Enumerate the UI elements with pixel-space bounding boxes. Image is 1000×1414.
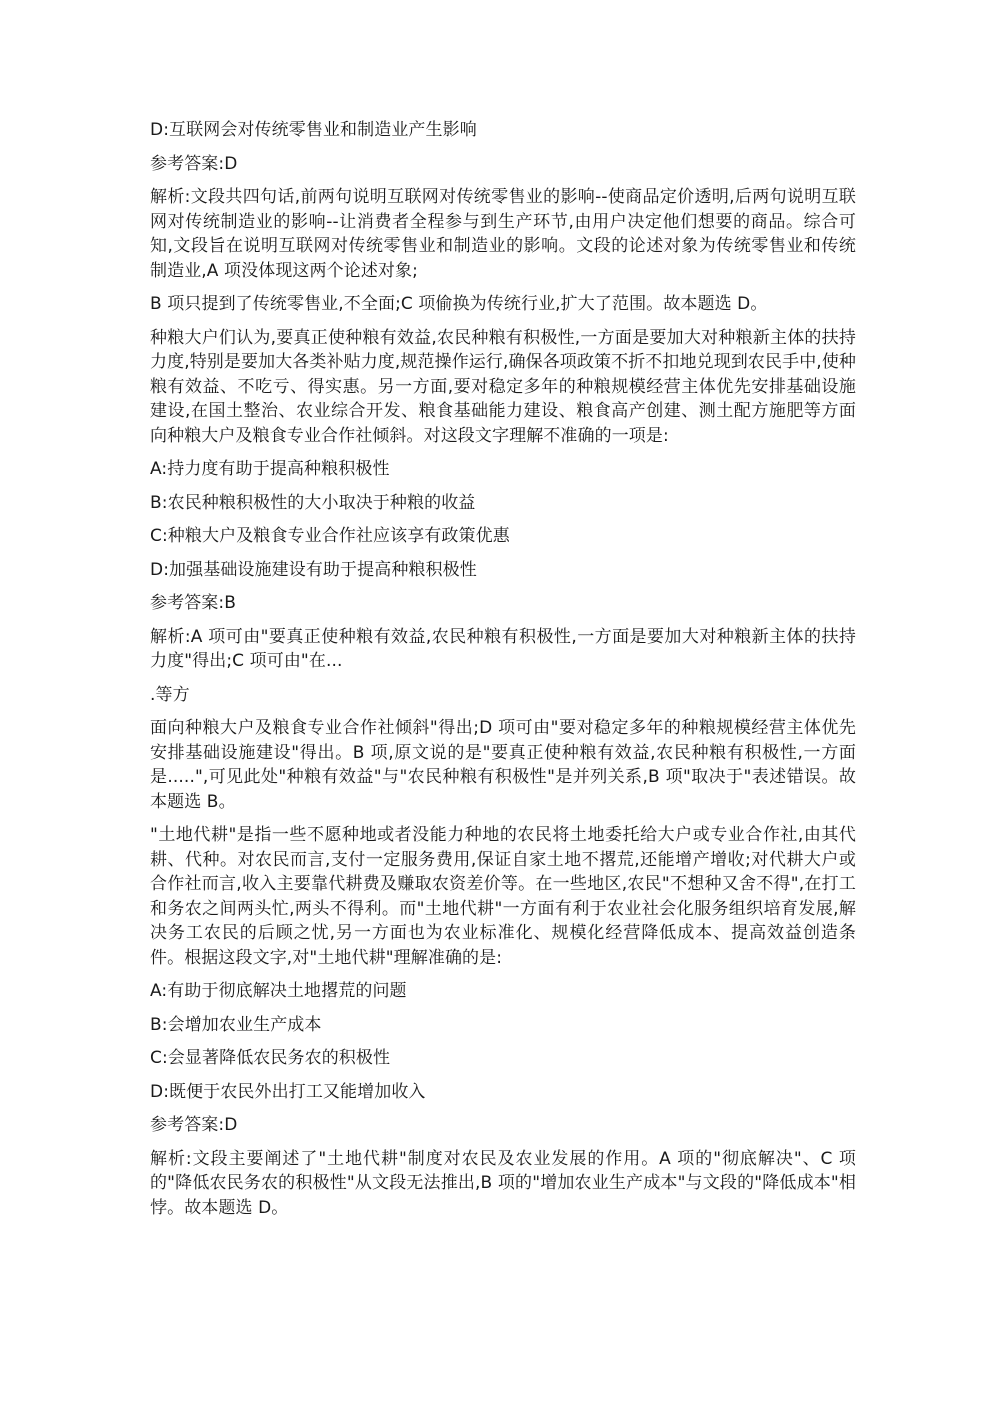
analysis-paragraph: 面向种粮大户及粮食专业合作社倾斜"得出;D 项可由"要对稳定多年的种粮规模经营主体优先安排基础设施建设"得出。B 项,原文说的是"要真正使种粮有效益,农民种粮有积极性,一方面是.....",可见此处"种粮有效益"与"农民种粮有积极性"是并列关系,B 项"取决于"表述错误。故本题选 B。 — [150, 718, 856, 812]
analysis-paragraph: 解析:A 项可由"要真正使种粮有效益,农民种粮有积极性,一方面是要加大对种粮新主体的扶持力度"得出;C 项可由"在... — [150, 626, 856, 671]
option-b-text: B:会增加农业生产成本 — [150, 1014, 322, 1035]
analysis-paragraph: 解析:文段主要阐述了"土地代耕"制度对农民及农业发展的作用。A 项的"彻底解决"、C 项的"降低农民务农的积极性"从文段无法推出,B 项的"增加农业生产成本"与文段的"降低成本"相悖。故本题选 D。 — [150, 1148, 856, 1218]
option-c-text: C:种粮大户及粮食专业合作社应该享有政策优惠 — [150, 526, 510, 546]
option-d-text: D:互联网会对传统零售业和制造业产生影响 — [150, 120, 477, 140]
fragment-line: .等方 — [150, 684, 190, 705]
answer-label: 参考答案:D — [150, 1115, 238, 1135]
option-a-text: A:持力度有助于提高种粮积极性 — [150, 459, 390, 479]
option-a-text: A:有助于彻底解决土地撂荒的问题 — [150, 981, 407, 1001]
option-d-text: D:既便于农民外出打工又能增加收入 — [150, 1081, 426, 1102]
question-paragraph: 种粮大户们认为,要真正使种粮有效益,农民种粮有积极性,一方面是要加大对种粮新主体的扶持力度,特别是要加大各类补贴力度,规范操作运行,确保各项政策不折不扣地兑现到农民手中,使种粮有效益、不吃亏、得实惠。另一方面,要对稳定多年的种粮规模经营主体优先安排基础设施建设,在国土整治、农业综合开发、粮食基础能力建设、粮食高产创建、测土配方施肥等方面向种粮大户及粮食专业合作社倾斜。对这段文字理解不准确的一项是: — [150, 327, 857, 446]
analysis-paragraph: B 项只提到了传统零售业,不全面;C 项偷换为传统行业,扩大了范围。故本题选 D。 — [150, 294, 768, 314]
answer-label: 参考答案:B — [150, 593, 236, 613]
question-paragraph: "土地代耕"是指一些不愿种地或者没能力种地的农民将土地委托给大户或专业合作社,由其代耕、代种。对农民而言,支付一定服务费用,保证自家土地不撂荒,还能增产增收;对代耕大户或合作社而言,收入主要靠代耕费及赚取农资差价等。在一些地区,农民"不想种又舍不得",在打工和务农之间两头忙,两头不得利。而"土地代耕"一方面有利于农业社会化服务组织培育发展,解决务工农民的后顾之忧,另一方面也为农业标准化、规模化经营降低成本、提高效益创造条件。根据这段文字,对"土地代耕"理解准确的是: — [150, 825, 856, 968]
document-page — [150, 118, 856, 1229]
answer-label: 参考答案:D — [150, 153, 238, 174]
option-c-text: C:会显著降低农民务农的积极性 — [150, 1048, 391, 1068]
option-b-text: B:农民种粮积极性的大小取决于种粮的收益 — [150, 492, 476, 513]
option-d-text: D:加强基础设施建设有助于提高种粮积极性 — [150, 559, 477, 580]
analysis-paragraph: 解析:文段共四句话,前两句说明互联网对传统零售业的影响--使商品定价透明,后两句说明互联网对传统制造业的影响--让消费者全程参与到生产环节,由用户决定他们想要的商品。综合可知,文段旨在说明互联网对传统零售业和制造业的影响。文段的论述对象为传统零售业和传统制造业,A 项没体现这两个论述对象; — [150, 187, 856, 281]
